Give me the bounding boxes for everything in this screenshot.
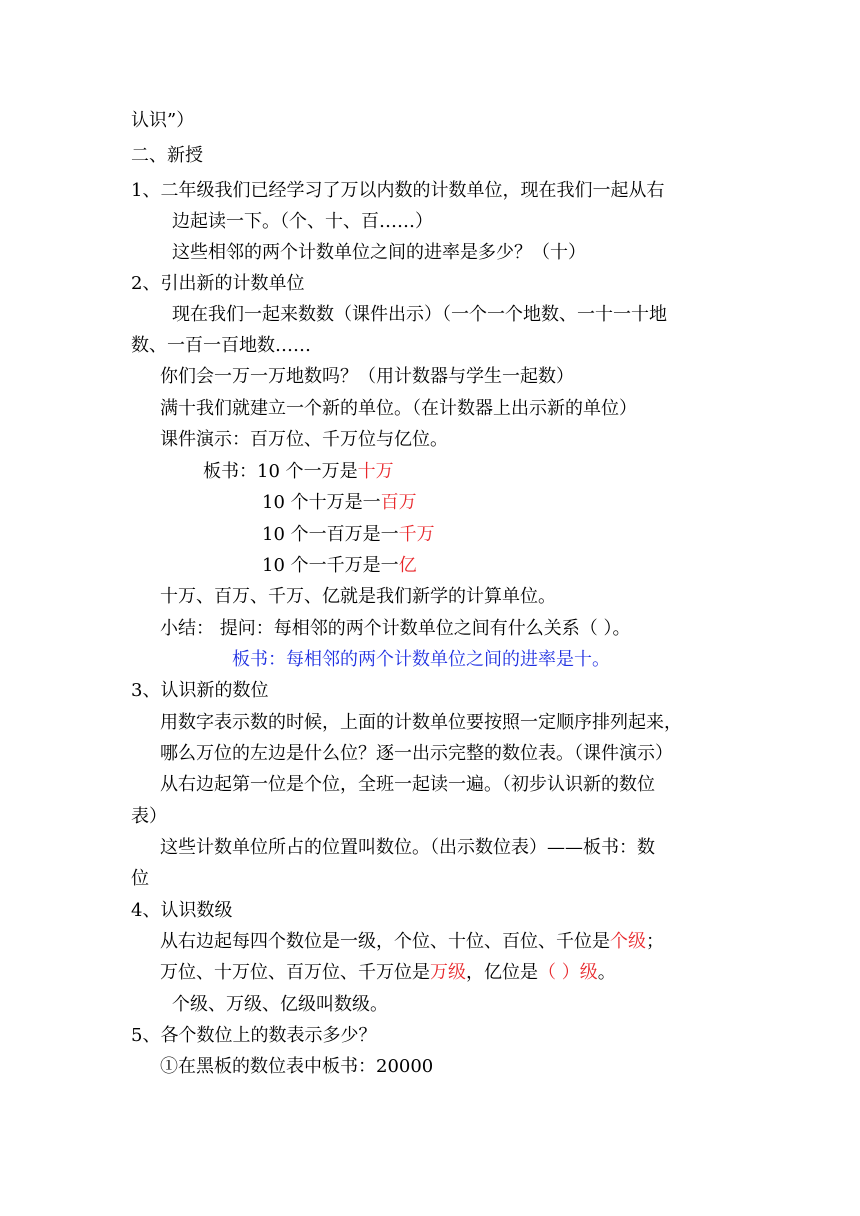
board-line xyxy=(203,461,394,483)
text-line xyxy=(160,962,616,984)
board-text: 10 个一千万是一 xyxy=(262,555,399,576)
summary-line: 小结： 提问：每相邻的两个计数单位之间有什么关系（ ）。 xyxy=(160,618,631,639)
text-line: 数、一百一百地数…… xyxy=(131,335,311,356)
line-text: 。 xyxy=(597,962,616,983)
text-line: ①在黑板的数位表中板书：20000 xyxy=(160,1056,434,1077)
subsection-heading: 5、各个数位上的数表示多少？ xyxy=(131,1025,377,1046)
text-line: 十万、百万、千万、亿就是我们新学的计算单位。 xyxy=(160,586,556,607)
text-line: 满十我们就建立一个新的单位。（在计数器上出示新的单位） xyxy=(160,398,637,419)
text-line xyxy=(160,931,664,953)
line-text: 万位、十万位、百万位、千万位是 xyxy=(160,962,430,983)
text-line: 课件演示：百万位、千万位与亿位。 xyxy=(160,429,448,450)
board-summary-blue: 板书：每相邻的两个计数单位之间的进率是十。 xyxy=(232,649,610,670)
text-line: 1、二年级我们已经学习了万以内数的计数单位，现在我们一起从右 xyxy=(131,180,665,201)
text-line: 哪么万位的左边是什么位？逐一出示完整的数位表。（课件演示） xyxy=(160,743,673,764)
line-text: 从右边起每四个数位是一级，个位、十位、百位、千位是 xyxy=(160,931,610,952)
board-line xyxy=(262,492,417,514)
subsection-heading: 3、认识新的数位 xyxy=(131,680,269,701)
text-line: 这些相邻的两个计数单位之间的进率是多少？（十） xyxy=(172,242,586,263)
text-line: 这些计数单位所占的位置叫数位。（出示数位表）——板书：数 xyxy=(160,837,655,858)
text-line: 你们会一万一万地数吗？（用计数器与学生一起数） xyxy=(160,366,574,387)
subsection-heading: 2、引出新的计数单位 xyxy=(131,273,305,294)
line-text: ； xyxy=(646,931,664,952)
highlight-red: 千万 xyxy=(398,524,435,545)
text-line: 用数字表示数的时候，上面的计数单位要按照一定顺序排列起来， xyxy=(160,712,682,733)
highlight-red: 亿 xyxy=(398,555,417,576)
text-line: 边起读一下。（个、十、百……） xyxy=(172,211,433,232)
highlight-red: 万级 xyxy=(430,962,466,983)
text-line: 表） xyxy=(131,806,167,827)
highlight-red: 百万 xyxy=(380,492,417,513)
subsection-heading: 4、认识数级 xyxy=(131,900,233,921)
section-heading: 二、新授 xyxy=(131,145,203,166)
board-line xyxy=(262,555,417,577)
text-line: 位 xyxy=(131,868,149,889)
board-text: 板书：10 个一万是 xyxy=(203,461,358,482)
text-line: 从右边起第一位是个位，全班一起读一遍。（初步认识新的数位 xyxy=(160,774,655,795)
board-text: 10 个十万是一 xyxy=(262,492,381,513)
highlight-red: 十万 xyxy=(357,461,394,482)
highlight-red: （ ）级 xyxy=(538,962,598,983)
text-line: 现在我们一起来数数（课件出示）（一个一个地数、一十一十地 xyxy=(172,304,667,325)
board-text: 10 个一百万是一 xyxy=(262,524,399,545)
board-line xyxy=(262,524,435,546)
text-line: 认识”） xyxy=(131,110,195,131)
text-line: 个级、万级、亿级叫数级。 xyxy=(172,994,388,1015)
line-text: ，亿位是 xyxy=(466,962,538,983)
highlight-red: 个级 xyxy=(610,931,646,952)
